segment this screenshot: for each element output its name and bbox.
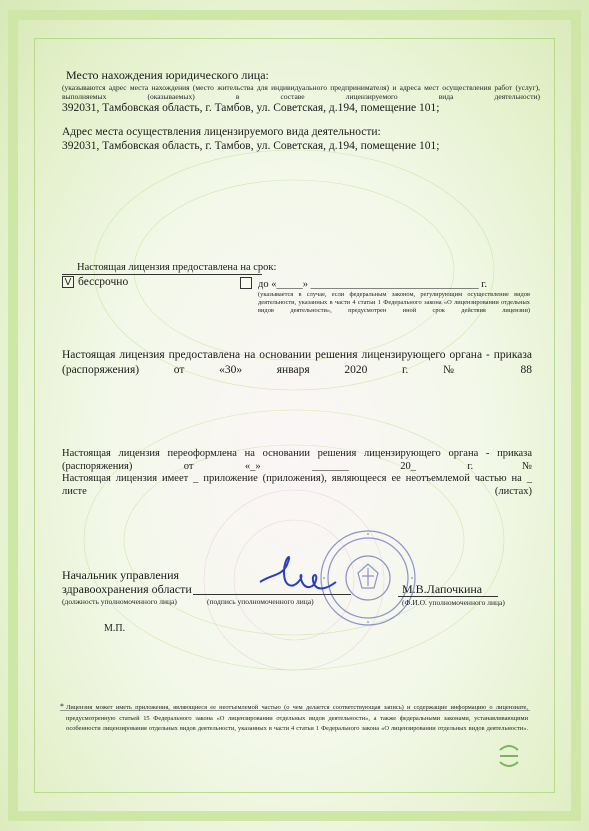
activity-address-value: 392031, Тамбовская область, г. Тамбов, ул. Советская, д.194, помещение 101; xyxy=(62,140,440,152)
address-note: (указываются адрес места нахождения (место жительства для индивидуального предпринимателя) и адреса мест осуществления работ (услуг), выполняемых (оказываемых) в составе лицензируемого вида деятельности) xyxy=(62,83,540,101)
signature-note: (подпись уполномоченного лица) xyxy=(207,597,314,606)
footnote-mark: * xyxy=(60,702,64,711)
indefinite-checkbox[interactable]: V xyxy=(62,276,74,288)
signature-line xyxy=(193,594,351,595)
activity-address-heading: Адрес места осуществления лицензируемого вида деятельности: xyxy=(62,126,381,138)
corner-emblem-icon xyxy=(496,744,522,768)
until-note: (указывается в случае, если федеральным законом, регулирующим осуществление видов деятельности, указанных в части 4 статьи 1 Федерального закона «О лицензировании отдельных видов деятельности», предусмотрен иной срок действия лицензии) xyxy=(258,291,530,314)
signatory-name: М.В.Лапочкина xyxy=(402,582,483,596)
name-note: (Ф.И.О. уполномоченного лица) xyxy=(402,598,505,607)
basis-text: Настоящая лицензия предоставлена на основании решения лицензирующего органа - приказа (распоряжения) от «30» января 2020 г. № 88 xyxy=(62,349,532,376)
term-heading: Настоящая лицензия предоставлена на срок: xyxy=(77,262,277,273)
until-label: до «_____» ________________________________ г. xyxy=(258,279,487,290)
indefinite-label: бессрочно xyxy=(78,276,129,288)
footnote-text: Лицензия может иметь приложения, являющиеся ее неотъемлемой частью (о чем делается соответствующая запись) и содержащие информацию о лицензиате, предусмотренную статьей 15 Федерального закона «О лицензировании отдельных видов деятельности», а также федеральными законами, устанавливающими особенности лицензирования отдельных видов деятельности, указанных в части 4 статьи 1 Федерального закона «О лицензировании отдельных видов деятельности». xyxy=(66,704,528,732)
signatory-title: Начальник управления здравоохранения области xyxy=(62,568,192,596)
until-checkbox[interactable] xyxy=(240,277,252,289)
address-heading: Место нахождения юридического лица: xyxy=(66,68,269,82)
title-note: (должность уполномоченного лица) xyxy=(62,597,177,606)
address-value: 392031, Тамбовская область, г. Тамбов, ул. Советская, д.194, помещение 101; xyxy=(62,102,440,114)
appendix-text: Настоящая лицензия имеет _ приложение (приложения), являющееся ее неотъемлемой частью на _ листе (листах) xyxy=(62,473,532,497)
signature-mark xyxy=(258,552,338,594)
name-line xyxy=(398,596,498,597)
reissue-text: Настоящая лицензия переоформлена на основании решения лицензирующего органа - приказа (распоряжения) от «_» _______ 20_ г.№ xyxy=(62,448,532,472)
stamp-place: М.П. xyxy=(104,623,126,634)
